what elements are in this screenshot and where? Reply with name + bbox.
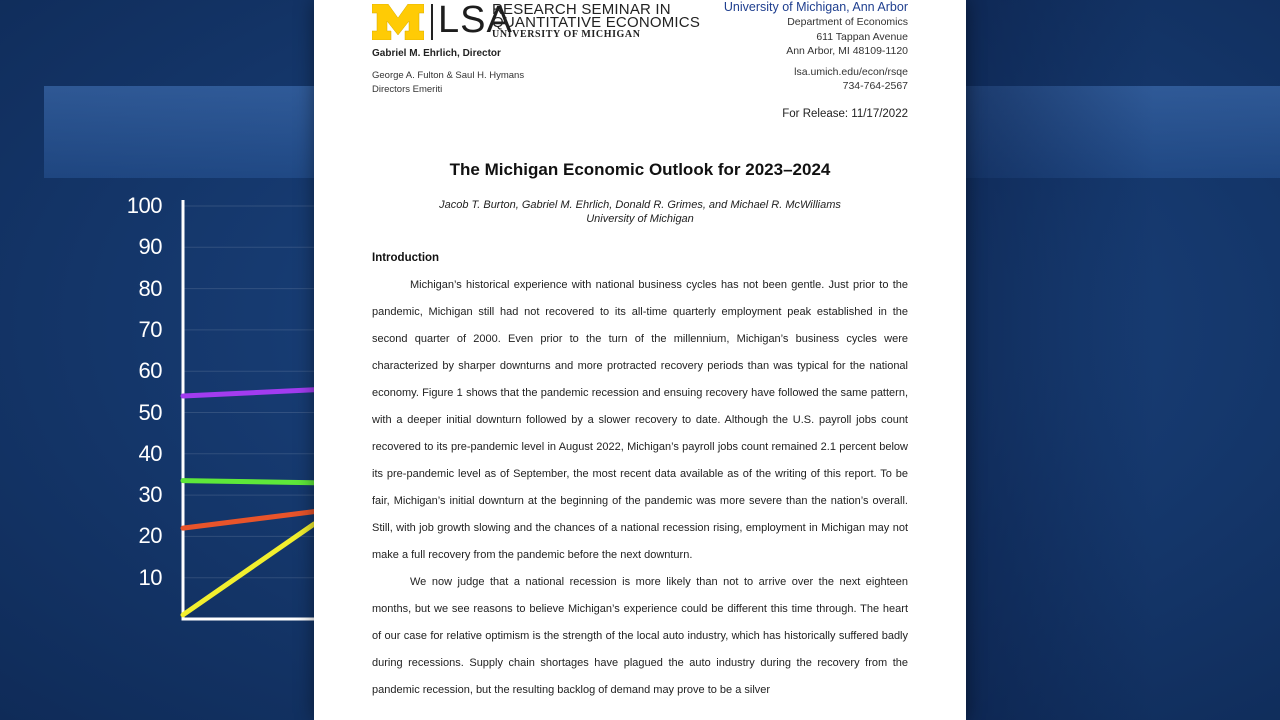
author-names: Jacob T. Burton, Gabriel M. Ehrlich, Donald R. Grimes, and Michael R. McWilliams (439, 199, 841, 211)
paragraph-1: Michigan’s historical experience with national business cycles has not been gentle. Just prior to the pandemic, Michigan still had not recovered to its all-time quarterly employment peak established in the second quarter of 2000. Even prior to the turn of the millennium, Michigan’s business cycles were characterized by sharper downturns and more protracted recovery periods than was typical for the national economy. Figure 1 shows that the pandemic recession and ensuing recovery have followed the same pattern, with a deeper initial downturn followed by a slower recovery to date. Although the U.S. payroll jobs count recovered to its pre-pandemic level in August 2022, Michigan’s payroll jobs count remained 2.1 percent below its pre-pandemic level as of September, the most recent data available as of the writing of this report. To be fair, Michigan’s initial downturn at the beginning of the pandemic was more severe than the nation’s overall. Still, with job growth slowing and the chances of a national recession rising, employment in Michigan may not make a full recovery from the pandemic before the next downturn. (372, 279, 908, 561)
series-line-1 (183, 390, 314, 396)
address-block (588, 0, 908, 94)
y-tick-label: 90 (138, 234, 162, 260)
emeriti-names: George A. Fulton & Saul H. Hymans (372, 70, 525, 81)
y-tick-label: 60 (138, 358, 162, 384)
document-page (314, 0, 966, 720)
document-title: The Michigan Economic Outlook for 2023–2024 (449, 160, 831, 179)
authors-block (314, 198, 966, 226)
address-university: University of Michigan, Ann Arbor (723, 0, 908, 14)
address-department: Department of Economics (787, 16, 908, 28)
author-affiliation: University of Michigan (586, 213, 694, 225)
emeriti-title: Directors Emeriti (372, 83, 443, 95)
seminar-line-2: QUANTITATIVE ECONOMICS (492, 14, 701, 31)
y-tick-label: 20 (138, 523, 162, 549)
release-date: For Release: 11/17/2022 (782, 108, 908, 120)
address-url: lsa.umich.edu/econ/rsqe (794, 65, 908, 78)
address-city: Ann Arbor, MI 48109-1120 (786, 45, 908, 57)
y-tick-label: 30 (138, 482, 162, 508)
paragraph-2: We now judge that a national recession is more likely than not to arrive over the next eighteen months, but we see reasons to believe Michigan’s experience could be different this time through. The heart of our case for relative optimism is the strength of the local auto industry, which has historically suffered badly during recessions. Supply chain shortages have plagued the auto industry during the recovery from the pandemic recession, but the resulting backlog of demand may prove to be a silver (372, 576, 908, 696)
series-line-4 (183, 524, 314, 615)
y-tick-label: 70 (138, 316, 162, 342)
seminar-line-1: RESEARCH SEMINAR IN (492, 1, 671, 18)
lsa-logo-text: LSA (438, 0, 513, 41)
y-tick-label: 100 (126, 193, 162, 218)
y-tick-label: 80 (138, 275, 162, 301)
directors-emeriti (372, 69, 524, 96)
y-tick-label: 50 (138, 399, 162, 425)
seminar-line-3: UNIVERSITY OF MICHIGAN (492, 29, 641, 40)
logo-divider (431, 4, 433, 40)
director-name: Gabriel M. Ehrlich, Director (372, 48, 501, 59)
address-phone: 734-764-2567 (842, 80, 908, 92)
y-tick-label: 10 (138, 564, 162, 590)
section-heading: Introduction (372, 252, 440, 264)
series-line-2 (183, 481, 314, 483)
series-line-3 (183, 512, 314, 529)
block-m-logo (372, 4, 424, 40)
chart-axes (183, 200, 314, 619)
body-text (372, 272, 908, 704)
y-tick-label: 40 (138, 440, 162, 466)
address-street: 611 Tappan Avenue (816, 30, 908, 43)
